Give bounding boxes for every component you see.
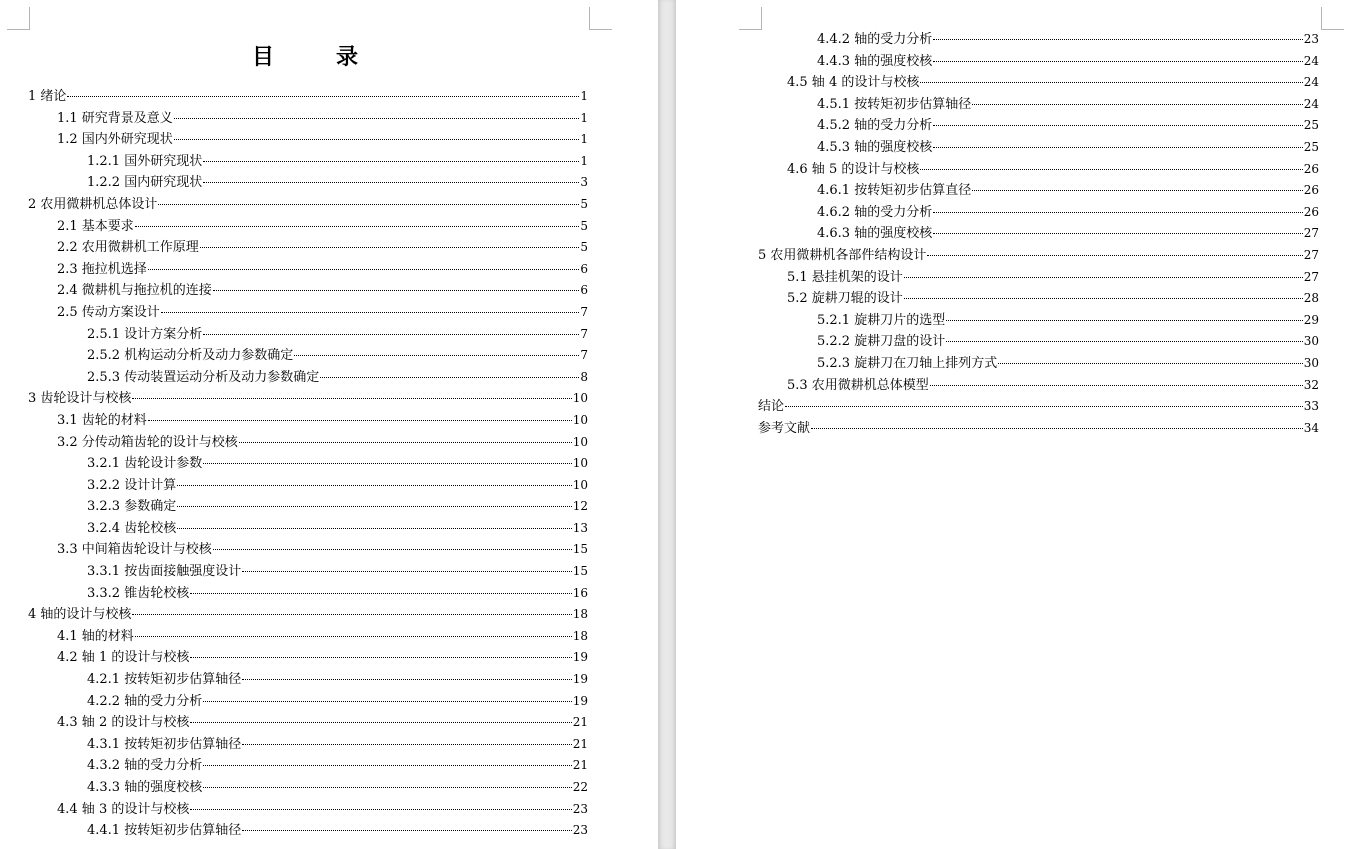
toc-entry[interactable] <box>28 432 588 454</box>
toc-entry[interactable] <box>758 51 1319 73</box>
toc-list-left <box>28 86 588 842</box>
toc-dot-leader <box>177 484 572 486</box>
toc-entry-text: 1.2.1 国外研究现状 <box>87 153 203 169</box>
toc-entry-page-number: 1 <box>580 89 588 103</box>
toc-entry-page-number: 1 <box>580 132 588 147</box>
toc-dot-leader <box>148 419 572 421</box>
toc-entry-page-number: 5 <box>580 218 588 233</box>
toc-entry-text: 4.2.2 轴的受力分析 <box>87 693 203 709</box>
toc-entry-page-number: 1 <box>580 110 588 125</box>
toc-entry-page-number: 32 <box>1303 377 1319 392</box>
toc-entry-text: 参考文献 <box>758 420 811 436</box>
toc-entry[interactable] <box>28 172 588 194</box>
toc-dot-leader <box>933 124 1303 126</box>
toc-entry[interactable] <box>28 604 588 626</box>
toc-dot-leader <box>135 635 572 637</box>
toc-entry[interactable] <box>28 626 588 648</box>
toc-entry[interactable] <box>28 777 588 799</box>
toc-entry[interactable] <box>28 410 588 432</box>
toc-entry-text: 4.4.3 轴的强度校核 <box>817 53 933 69</box>
toc-dot-leader <box>161 311 580 313</box>
toc-entry[interactable] <box>28 194 588 216</box>
toc-entry-page-number: 15 <box>572 542 588 557</box>
toc-dot-leader <box>190 808 571 810</box>
toc-dot-leader <box>242 678 572 680</box>
toc-entry-page-number: 1 <box>580 153 588 168</box>
toc-entry-text: 3.2 分传动箱齿轮的设计与校核 <box>57 434 238 450</box>
toc-entry-text: 5.2 旋耕刀辊的设计 <box>787 291 903 307</box>
toc-dot-leader <box>203 333 579 335</box>
toc-entry[interactable] <box>758 288 1319 310</box>
toc-entry-text: 3.3.1 按齿面接触强度设计 <box>87 564 242 580</box>
toc-entry-page-number: 8 <box>580 369 588 384</box>
toc-entry-text: 4.2 轴 1 的设计与校核 <box>57 650 190 666</box>
toc-dot-leader <box>946 340 1303 342</box>
toc-entry-page-number: 7 <box>580 326 588 341</box>
toc-dot-leader <box>933 211 1303 213</box>
toc-entry-page-number: 10 <box>572 456 588 471</box>
toc-entry[interactable] <box>28 539 588 561</box>
toc-dot-leader <box>930 384 1303 386</box>
page-corner-mark <box>739 7 762 30</box>
toc-dot-leader <box>190 656 571 658</box>
toc-entry[interactable] <box>28 216 588 238</box>
toc-dot-leader <box>132 613 571 615</box>
document-page-left <box>0 0 658 849</box>
toc-dot-leader <box>811 427 1303 429</box>
toc-entry-page-number: 5 <box>580 240 588 255</box>
toc-entry-text: 4.5.1 按转矩初步估算轴径 <box>817 96 972 112</box>
page-corner-mark <box>7 7 30 30</box>
toc-entry-text: 4 轴的设计与校核 <box>28 607 132 623</box>
toc-entry[interactable] <box>28 108 588 130</box>
toc-dot-leader <box>785 405 1303 407</box>
toc-entry-text: 4.6.2 轴的受力分析 <box>817 204 933 220</box>
toc-entry-page-number: 6 <box>580 283 588 298</box>
toc-entry-text: 5.1 悬挂机架的设计 <box>787 269 903 285</box>
toc-entry-text: 4.3.2 轴的受力分析 <box>87 758 203 774</box>
toc-entry[interactable] <box>28 345 588 367</box>
toc-entry-text: 2 农用微耕机总体设计 <box>28 196 158 212</box>
toc-dot-leader <box>904 276 1303 278</box>
toc-entry-page-number: 19 <box>572 650 588 665</box>
toc-entry-page-number: 33 <box>1303 399 1319 414</box>
toc-entry-text: 3 齿轮设计与校核 <box>28 391 132 407</box>
page-gutter <box>658 0 676 849</box>
toc-entry-text: 4.3.3 轴的强度校核 <box>87 780 203 795</box>
toc-dot-leader <box>174 117 580 119</box>
toc-entry[interactable] <box>758 223 1319 245</box>
toc-entry-text: 5.2.2 旋耕刀盘的设计 <box>817 334 946 350</box>
toc-entry[interactable] <box>758 310 1319 332</box>
toc-entry-page-number: 28 <box>1303 291 1319 306</box>
toc-entry-page-number: 12 <box>572 499 588 514</box>
toc-dot-leader <box>203 160 579 162</box>
toc-dot-leader <box>972 103 1303 105</box>
toc-entry[interactable] <box>28 280 588 302</box>
toc-dot-leader <box>320 376 579 378</box>
toc-entry-text: 1.1 研究背景及意义 <box>57 110 173 126</box>
toc-dot-leader <box>190 592 572 594</box>
toc-entry[interactable] <box>758 29 1319 51</box>
toc-entry-page-number: 29 <box>1303 312 1319 327</box>
toc-entry-page-number: 19 <box>572 672 588 687</box>
toc-dot-leader <box>933 146 1303 148</box>
toc-entry-page-number: 25 <box>1303 139 1319 154</box>
toc-entry-text: 2.5.2 机构运动分析及动力参数确定 <box>87 348 294 364</box>
toc-entry-text: 4.4 轴 3 的设计与校核 <box>57 801 190 817</box>
toc-entry-text: 4.6 轴 5 的设计与校核 <box>787 161 920 177</box>
toc-dot-leader <box>177 527 572 529</box>
toc-entry-page-number: 18 <box>572 628 588 643</box>
toc-dot-leader <box>213 289 580 291</box>
toc-entry-page-number: 23 <box>572 801 588 816</box>
page-corner-mark <box>589 7 612 30</box>
toc-entry-page-number: 27 <box>1303 247 1319 262</box>
toc-entry-text: 2.3 拖拉机选择 <box>57 261 147 277</box>
toc-entry[interactable] <box>758 353 1319 375</box>
toc-entry-text: 3.2.1 齿轮设计参数 <box>87 456 203 472</box>
toc-dot-leader <box>203 764 572 766</box>
toc-entry-page-number: 10 <box>572 434 588 449</box>
toc-entry[interactable] <box>758 267 1319 289</box>
toc-dot-leader <box>927 254 1302 256</box>
toc-entry[interactable] <box>758 245 1319 267</box>
toc-entry[interactable] <box>28 302 588 324</box>
toc-entry[interactable] <box>28 453 588 475</box>
toc-dot-leader <box>242 829 572 831</box>
toc-entry-page-number: 22 <box>572 780 588 794</box>
toc-entry[interactable] <box>28 324 588 346</box>
toc-title: 目 录 <box>251 45 378 70</box>
toc-entry[interactable] <box>28 691 588 713</box>
toc-entry[interactable] <box>28 151 588 173</box>
toc-entry[interactable] <box>758 94 1319 116</box>
toc-entry[interactable] <box>758 396 1319 418</box>
toc-entry-text: 5.2.3 旋耕刀在刀轴上排列方式 <box>817 355 998 371</box>
toc-entry[interactable] <box>28 496 588 518</box>
toc-dot-leader <box>904 297 1303 299</box>
toc-entry-page-number: 6 <box>580 261 588 276</box>
toc-entry[interactable] <box>28 669 588 691</box>
toc-entry-text: 4.5.2 轴的受力分析 <box>817 118 933 134</box>
toc-entry-text: 结论 <box>758 399 785 415</box>
document-page-right <box>676 0 1372 849</box>
toc-dot-leader <box>190 721 571 723</box>
toc-entry[interactable] <box>28 734 588 756</box>
toc-entry[interactable] <box>28 388 588 410</box>
toc-dot-leader <box>203 181 579 183</box>
toc-entry-text: 4.6.3 轴的强度校核 <box>817 226 933 242</box>
toc-entry-text: 2.5 传动方案设计 <box>57 304 160 320</box>
toc-dot-leader <box>177 505 572 507</box>
toc-entry[interactable] <box>28 237 588 259</box>
toc-entry[interactable] <box>28 367 588 389</box>
toc-entry-text: 3.2.2 设计计算 <box>87 477 177 493</box>
toc-entry[interactable] <box>758 72 1319 94</box>
toc-entry-page-number: 10 <box>572 477 588 492</box>
toc-dot-leader <box>242 570 572 572</box>
toc-entry-text: 3.2.3 参数确定 <box>87 499 177 515</box>
toc-entry-text: 5.3 农用微耕机总体模型 <box>787 377 929 393</box>
toc-entry-text: 5.2.1 旋耕刀片的选型 <box>817 312 946 328</box>
toc-entry-text: 2.4 微耕机与拖拉机的连接 <box>57 283 212 299</box>
toc-entry-text: 4.3 轴 2 的设计与校核 <box>57 715 190 731</box>
page-corner-mark <box>1321 7 1344 30</box>
toc-entry-text: 4.4.1 按转矩初步估算轴径 <box>87 823 242 839</box>
toc-dot-leader <box>998 362 1303 364</box>
toc-entry[interactable] <box>28 561 588 583</box>
toc-entry-page-number: 16 <box>572 585 588 600</box>
toc-entry-page-number: 5 <box>580 196 588 211</box>
toc-dot-leader <box>946 319 1303 321</box>
toc-entry-text: 4.4.2 轴的受力分析 <box>817 32 933 47</box>
toc-dot-leader <box>242 743 572 745</box>
toc-entry-text: 4.5.3 轴的强度校核 <box>817 139 933 155</box>
toc-entry-page-number: 27 <box>1303 226 1319 241</box>
toc-entry-page-number: 23 <box>572 823 588 838</box>
toc-entry-page-number: 19 <box>572 693 588 708</box>
toc-entry-text: 4.3.1 按转矩初步估算轴径 <box>87 736 242 752</box>
toc-entry-page-number: 7 <box>580 348 588 363</box>
toc-entry-text: 4.2.1 按转矩初步估算轴径 <box>87 672 242 688</box>
toc-entry-page-number: 21 <box>572 715 588 730</box>
toc-entry-text: 1.2 国内外研究现状 <box>57 132 173 148</box>
toc-entry[interactable] <box>28 799 588 821</box>
toc-entry-page-number: 24 <box>1303 53 1319 68</box>
toc-entry[interactable] <box>758 418 1319 440</box>
toc-entry-text: 4.5 轴 4 的设计与校核 <box>787 75 920 91</box>
toc-entry-text: 5 农用微耕机各部件结构设计 <box>758 247 927 263</box>
toc-entry[interactable] <box>758 137 1319 159</box>
toc-entry-text: 4.1 轴的材料 <box>57 628 134 644</box>
toc-entry-page-number: 30 <box>1303 355 1319 370</box>
toc-entry[interactable] <box>28 583 588 605</box>
toc-entry[interactable] <box>28 129 588 151</box>
toc-entry[interactable] <box>758 375 1319 397</box>
toc-entry[interactable] <box>758 115 1319 137</box>
toc-entry-page-number: 7 <box>580 304 588 319</box>
toc-dot-leader <box>933 60 1303 62</box>
toc-dot-leader <box>920 81 1302 83</box>
toc-entry-page-number: 3 <box>580 175 588 190</box>
toc-dot-leader <box>200 246 580 248</box>
toc-entry-page-number: 10 <box>572 412 588 427</box>
toc-entry-page-number: 21 <box>572 736 588 751</box>
toc-entry[interactable] <box>758 159 1319 181</box>
toc-dot-leader <box>933 38 1303 40</box>
toc-dot-leader <box>203 462 572 464</box>
toc-list-right <box>758 29 1319 439</box>
toc-dot-leader <box>213 548 572 550</box>
toc-dot-leader <box>972 189 1303 191</box>
toc-entry-text: 3.3 中间箱齿轮设计与校核 <box>57 542 212 558</box>
toc-entry-text: 2.1 基本要求 <box>57 218 134 234</box>
toc-dot-leader <box>67 95 579 97</box>
toc-entry[interactable] <box>28 518 588 540</box>
toc-dot-leader <box>158 203 579 205</box>
toc-entry-text: 1 绪论 <box>28 89 67 104</box>
toc-entry[interactable] <box>758 331 1319 353</box>
toc-entry[interactable] <box>28 647 588 669</box>
toc-entry-page-number: 27 <box>1303 269 1319 284</box>
toc-entry-text: 2.5.3 传动装置运动分析及动力参数确定 <box>87 369 320 385</box>
toc-entry-page-number: 18 <box>572 607 588 622</box>
toc-entry-text: 1.2.2 国内研究现状 <box>87 175 203 191</box>
toc-entry-page-number: 21 <box>572 758 588 773</box>
toc-entry-page-number: 24 <box>1303 75 1319 90</box>
toc-entry[interactable] <box>28 475 588 497</box>
toc-entry-page-number: 34 <box>1303 420 1319 435</box>
toc-entry-page-number: 26 <box>1303 183 1319 198</box>
toc-entry[interactable] <box>28 755 588 777</box>
toc-entry-page-number: 26 <box>1303 161 1319 176</box>
toc-dot-leader <box>239 441 572 443</box>
toc-entry-page-number: 30 <box>1303 334 1319 349</box>
toc-entry[interactable] <box>28 86 588 108</box>
toc-entry-text: 3.3.2 锥齿轮校核 <box>87 585 190 601</box>
toc-entry-text: 2.2 农用微耕机工作原理 <box>57 240 199 256</box>
toc-entry-text: 3.1 齿轮的材料 <box>57 412 147 428</box>
toc-entry[interactable] <box>28 259 588 281</box>
toc-entry-text: 4.6.1 按转矩初步估算直径 <box>817 183 972 199</box>
toc-entry-text: 3.2.4 齿轮校核 <box>87 520 177 536</box>
toc-entry-page-number: 25 <box>1303 118 1319 133</box>
toc-dot-leader <box>148 268 580 270</box>
toc-dot-leader <box>203 786 572 788</box>
toc-dot-leader <box>933 232 1303 234</box>
toc-dot-leader <box>920 168 1302 170</box>
toc-entry-text: 2.5.1 设计方案分析 <box>87 326 203 342</box>
toc-entry[interactable] <box>28 712 588 734</box>
toc-dot-leader <box>203 700 572 702</box>
toc-entry-page-number: 26 <box>1303 204 1319 219</box>
toc-entry[interactable] <box>758 180 1319 202</box>
toc-dot-leader <box>132 397 571 399</box>
toc-entry-page-number: 24 <box>1303 96 1319 111</box>
toc-entry-page-number: 13 <box>572 520 588 535</box>
toc-entry[interactable] <box>758 202 1319 224</box>
toc-dot-leader <box>174 138 580 140</box>
toc-entry-page-number: 10 <box>572 391 588 406</box>
toc-dot-leader <box>135 225 580 227</box>
toc-entry-page-number: 23 <box>1303 32 1319 46</box>
toc-entry-page-number: 15 <box>572 564 588 579</box>
toc-dot-leader <box>294 354 579 356</box>
toc-entry[interactable] <box>28 820 588 842</box>
